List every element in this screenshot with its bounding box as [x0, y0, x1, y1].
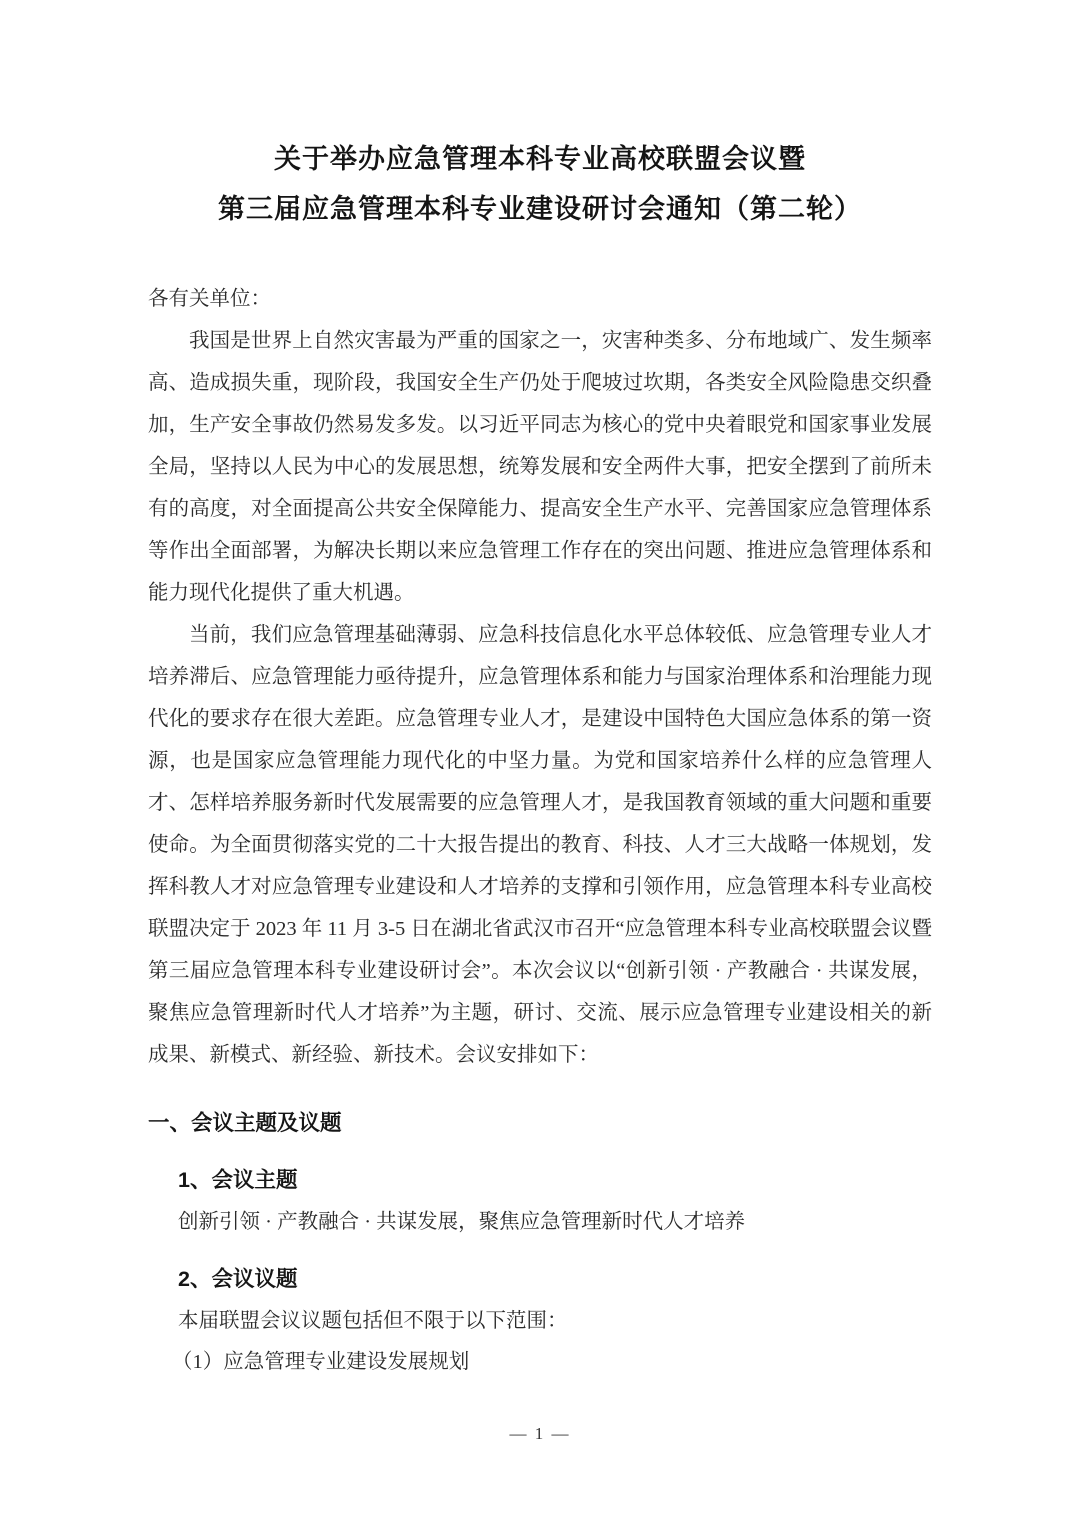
page-number: — 1 — — [509, 1424, 571, 1443]
document-title-line-2: 第三届应急管理本科专业建设研讨会通知（第二轮） — [218, 194, 862, 224]
paragraph-1: 我国是世界上自然灾害最为严重的国家之一，灾害种类多、分布地域广、发生频率高、造成损失重，现阶段，我国安全生产仍处于爬坡过坎期，各类安全风险隐患交织叠加，生产安全事故仍然易发多发。以习近平同志为核心的党中央着眼党和国家事业发展全局，坚持以人民为中心的发展思想，统筹发展和安全两件大事，把安全摆到了前所未有的高度，对全面提高公共安全保障能力、提高安全生产水平、完善国家应急管理体系等作出全面部署，为解决长期以来应急管理工作存在的突出问题、推进应急管理体系和能力现代化提供了重大机遇。 — [148, 330, 932, 604]
topics-intro-text: 本届联盟会议议题包括但不限于以下范围： — [178, 1310, 568, 1332]
conference-theme-text: 创新引领 · 产教融合 · 共谋发展，聚焦应急管理新时代人才培养 — [178, 1211, 746, 1233]
salutation: 各有关单位： — [148, 288, 271, 310]
document-body — [148, 278, 932, 1377]
topic-item-1: （1）应急管理专业建设发展规划 — [172, 1351, 470, 1373]
paragraph-2: 当前，我们应急管理基础薄弱、应急科技信息化水平总体较低、应急管理专业人才培养滞后、应急管理能力亟待提升，应急管理体系和能力与国家治理体系和治理能力现代化的要求存在很大差距。应急管理专业人才，是建设中国特色大国应急体系的第一资源，也是国家应急管理能力现代化的中坚力量。为党和国家培养什么样的应急管理人才、怎样培养服务新时代发展需要的应急管理人才，是我国教育领域的重大问题和重要使命。为全面贯彻落实党的二十大报告提出的教育、科技、人才三大战略一体规划，发挥科教人才对应急管理专业建设和人才培养的支撑和引领作用，应急管理本科专业高校联盟决定于 2023 年 11 月 3-5 日在湖北省武汉市召开“应急管理本科专业高校联盟会议暨第三届应急管理本科专业建设研讨会”。本次会议以“创新引领 · 产教融合 · 共谋发展，聚焦应急管理新时代人才培养”为主题，研讨、交流、展示应急管理专业建设相关的新成果、新模式、新经验、新技术。会议安排如下： — [148, 624, 932, 1066]
document-title — [0, 0, 1080, 234]
section-1-heading: 一、会议主题及议题 — [148, 1111, 342, 1135]
document-title-line-1: 关于举办应急管理本科专业高校联盟会议暨 — [274, 144, 806, 174]
subsection-2-heading: 2、会议议题 — [178, 1267, 298, 1291]
subsection-1-heading: 1、会议主题 — [178, 1168, 298, 1192]
